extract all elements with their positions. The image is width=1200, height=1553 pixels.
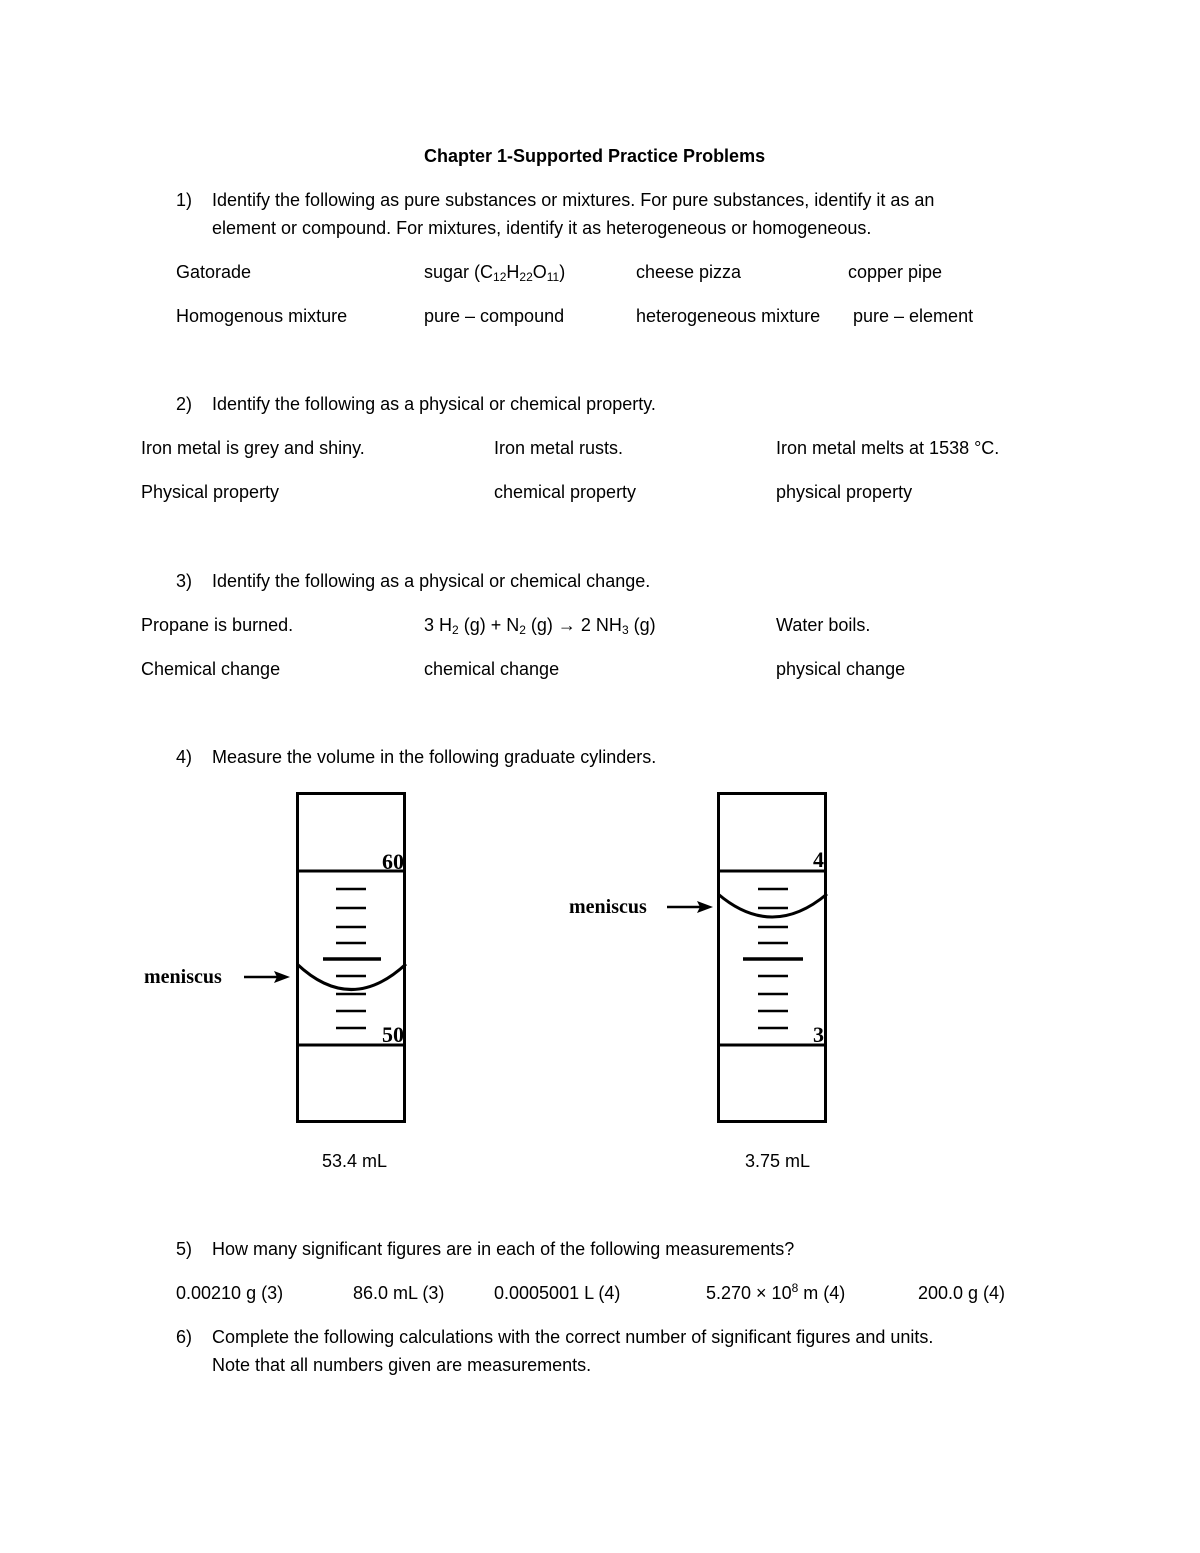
cylinder-1-bottom-label: 50 <box>382 1022 404 1047</box>
q2-number: 2) <box>176 394 193 414</box>
q1-prompt-line1: Identify the following as pure substances or mixtures. For pure substances, identify it as an <box>212 190 935 210</box>
q5-number: 5) <box>176 1239 193 1259</box>
q3-item-equation: 3 $H_2$ $(g) + N_2$ (g) → 2 $NH_3$ (g) <box>424 615 656 637</box>
cylinder-2-bottom-label: 3 <box>813 1022 824 1047</box>
graduated-cylinder-2 <box>565 790 845 1130</box>
q5-item-1: 0.00210 g (3) <box>176 1283 284 1303</box>
q1-item-copper-pipe: copper pipe <box>848 262 943 282</box>
q1-answer-cheese-pizza: heterogeneous mixture <box>636 306 821 326</box>
cylinder-1-meniscus-label: meniscus <box>144 966 222 988</box>
q6-prompt-line1: Complete the following calculations with the correct number of significant figures and units. <box>212 1327 934 1347</box>
q4-number: 4) <box>176 747 193 767</box>
q3-answer-water-boils: physical change <box>776 659 906 679</box>
q6-prompt-line2: Note that all numbers given are measurements. <box>212 1355 592 1375</box>
q6-number: 6) <box>176 1327 193 1347</box>
q4-prompt: Measure the volume in the following graduate cylinders. <box>212 747 657 767</box>
q3-number: 3) <box>176 571 193 591</box>
q1-answer-gatorade: Homogenous mixture <box>176 306 348 326</box>
q2-item-melts: Iron metal melts at 1538 °C. <box>776 438 1000 458</box>
q1-answer-copper-pipe: pure – element <box>853 306 974 326</box>
q5-item-4: $5.270 \times 10^8$ m (4) <box>706 1281 846 1303</box>
cylinder-2-answer: 3.75 mL <box>745 1151 811 1171</box>
q5-item-3: 0.0005001 L (4) <box>494 1283 621 1303</box>
cylinder-2-top-label: 4 <box>813 847 824 872</box>
q2-answer-rusts: chemical property <box>494 482 637 502</box>
cylinder-1-answer: 53.4 mL <box>322 1151 388 1171</box>
q1-item-cheese-pizza: cheese pizza <box>636 262 742 282</box>
reaction-arrow-icon: → <box>557 615 576 635</box>
graduated-cylinder-1 <box>140 790 420 1130</box>
cylinder-1-top-label: 60 <box>382 849 404 874</box>
q3-prompt: Identify the following as a physical or chemical change. <box>212 571 651 591</box>
cylinder-2-meniscus-label: meniscus <box>569 896 647 918</box>
q5-item-2: 86.0 mL (3) <box>353 1283 445 1303</box>
q5-prompt: How many significant figures are in each of the following measurements? <box>212 1239 795 1259</box>
q1-item-sugar: sugar $(C_{12}H_{22}O_{11})$ <box>424 262 566 284</box>
q1-prompt-line2: element or compound. For mixtures, identify it as heterogeneous or homogeneous. <box>212 218 872 238</box>
q5-item-5: 200.0 g (4) <box>918 1283 1006 1303</box>
q3-answer-propane: Chemical change <box>141 659 281 679</box>
q2-item-grey-shiny: Iron metal is grey and shiny. <box>141 438 365 458</box>
q2-item-rusts: Iron metal rusts. <box>494 438 624 458</box>
q2-prompt: Identify the following as a physical or chemical property. <box>212 394 656 414</box>
q1-answer-sugar: pure – compound <box>424 306 565 326</box>
q3-item-propane: Propane is burned. <box>141 615 294 635</box>
q3-answer-equation: chemical change <box>424 659 560 679</box>
q1-item-gatorade: Gatorade <box>176 262 252 282</box>
q2-answer-melts: physical property <box>776 482 913 502</box>
q2-answer-grey-shiny: Physical property <box>141 482 280 502</box>
q1-number: 1) <box>176 190 193 210</box>
q3-item-water-boils: Water boils. <box>776 615 871 635</box>
page-title: Chapter 1-Supported Practice Problems <box>424 146 766 166</box>
